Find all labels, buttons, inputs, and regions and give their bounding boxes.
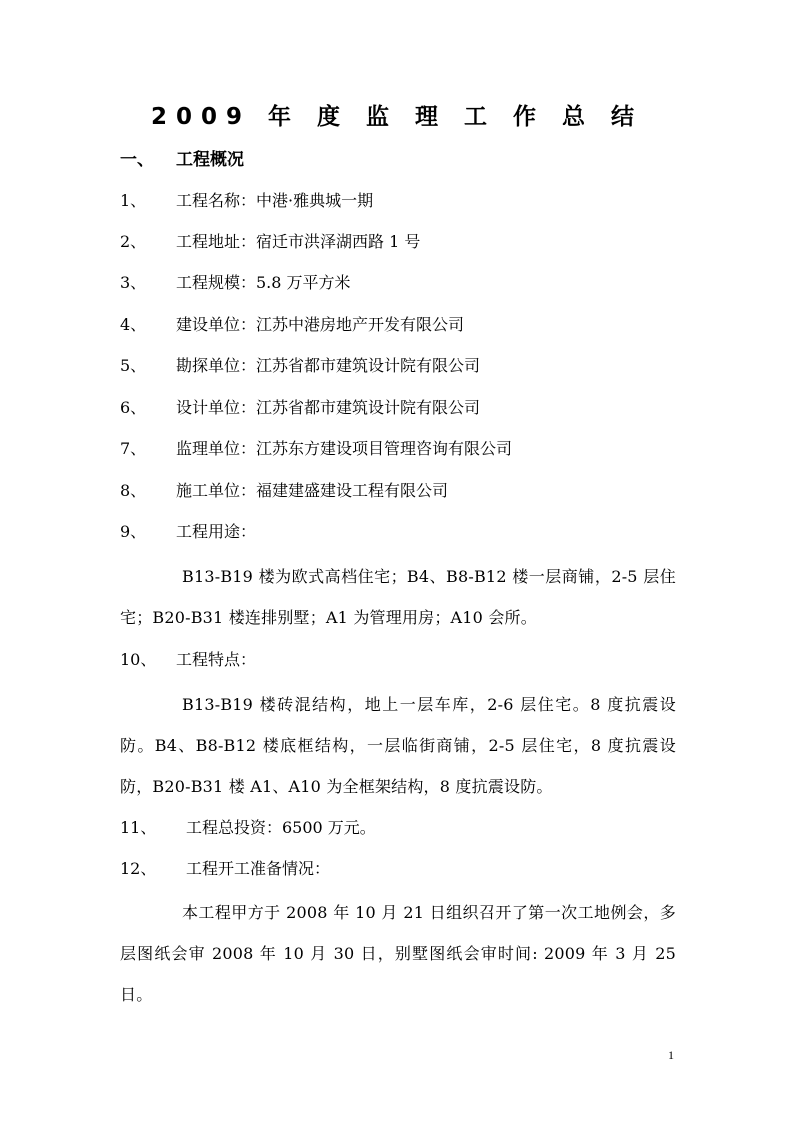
section-title: 工程概况	[176, 150, 244, 170]
item-number: 1、	[120, 191, 147, 210]
prep-paragraph: 本工程甲方于 2008 年 10 月 21 日组织召开了第一次工地例会，多层图纸会审 2008 年 10 月 30 日，别墅图纸会审时间: 2009 年 3 月 25 日。	[120, 903, 676, 1004]
item-text: 施工单位：福建建盛建设工程有限公司	[176, 481, 449, 500]
item-number: 8、	[120, 481, 147, 500]
item-number: 2、	[120, 232, 147, 251]
page-number: 1	[668, 1048, 674, 1062]
features-paragraph: B13-B19 楼砖混结构，地上一层车库，2-6 层住宅。8 度抗震设防。B4、B8-B12 楼底框结构，一层临街商铺，2-5 层住宅，8 度抗震设防，B20-B31 楼 A1、A10 为全框架结构，8 度抗震设防。	[120, 695, 676, 796]
item-text: 工程特点：	[176, 650, 257, 669]
item-text: 勘探单位：江苏省都市建筑设计院有限公司	[176, 356, 481, 375]
item-number: 6、	[120, 398, 147, 417]
document-title: 2009 年 度 监 理 工 作 总 结	[150, 104, 644, 130]
item-text: 建设单位：江苏中港房地产开发有限公司	[176, 315, 465, 334]
item-text: 工程用途：	[176, 522, 257, 541]
item-number: 5、	[120, 356, 147, 375]
item-text: 设计单位：江苏省都市建筑设计院有限公司	[176, 398, 481, 417]
item-number: 7、	[120, 439, 147, 458]
item-text: 工程开工准备情况：	[186, 859, 331, 878]
item-number: 3、	[120, 273, 147, 292]
item-text: 工程地址：宿迁市洪泽湖西路 1 号	[176, 232, 421, 251]
item-number: 4、	[120, 315, 147, 334]
item-number: 12、	[120, 859, 157, 878]
item-text: 工程总投资：6500 万元。	[186, 818, 376, 837]
section-number: 一、	[120, 150, 154, 170]
item-text: 工程规模：5.8 万平方米	[176, 273, 351, 292]
item-number: 10、	[120, 650, 157, 669]
usage-paragraph: B13-B19 楼为欧式高档住宅；B4、B8-B12 楼一层商铺，2-5 层住宅；B20-B31 楼连排别墅；A1 为管理用房；A10 会所。	[120, 567, 676, 627]
item-number: 9、	[120, 522, 147, 541]
item-text: 监理单位：江苏东方建设项目管理咨询有限公司	[176, 439, 513, 458]
item-text: 工程名称：中港·雅典城一期	[176, 191, 374, 210]
item-number: 11、	[120, 818, 157, 837]
